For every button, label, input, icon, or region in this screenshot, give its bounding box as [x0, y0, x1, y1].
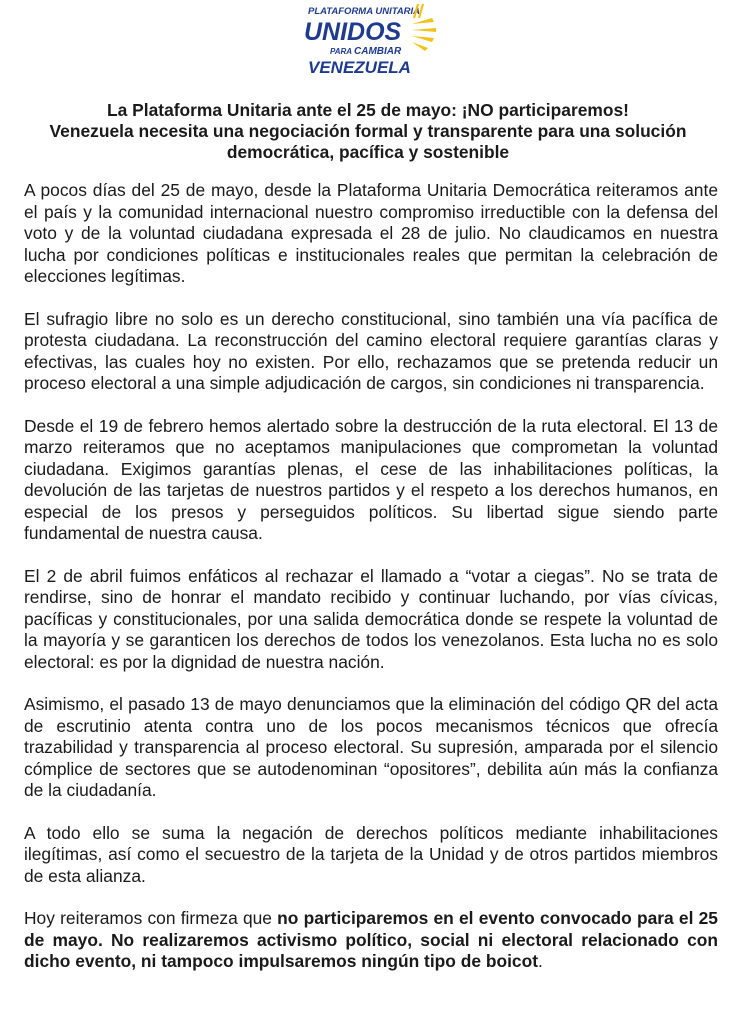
logo-graphic	[300, 2, 450, 78]
title-line-1: La Plataforma Unitaria ante el 25 de mayo: ¡NO participaremos!	[107, 100, 629, 120]
paragraph-1: A pocos días del 25 de mayo, desde la Plataforma Unitaria Democrática reiteramos ante el país y la comunidad internacional nuestro compromiso irreductible con la defensa del voto y de la voluntad ciudadana expresada el 28 de julio. No claudicamos en nuestra lucha por condiciones políticas e institucionales reales que permitan la celebración de elecciones legítimas.	[24, 180, 718, 286]
logo-para: PARA	[330, 47, 353, 56]
paragraph-2: El sufragio libre no solo es un derecho constitucional, sino también una vía pacífica de protesta ciudadana. La reconstrucción del camino electoral requiere garantías claras y efectivas, las cuales hoy no existen. Por ello, rechazamos que se pretenda reducir un proceso electoral a una simple adjudicación de cargos, sin condiciones ni transparencia.	[24, 308, 718, 393]
logo-sun-rays-icon	[412, 18, 436, 51]
paragraph-7-bold: no participaremos en el evento convocado para el 25 de mayo. No realizaremos activismo político, social ni electoral relacionado con dicho evento, ni tampoco impulsaremos ningún tipo de boicot	[24, 908, 718, 971]
paragraph-6: A todo ello se suma la negación de derechos políticos mediante inhabilitaciones ilegítimas, así como el secuestro de la tarjeta de la Unidad y de otros partidos miembros de esta alianza.	[24, 822, 718, 886]
paragraph-3: Desde el 19 de febrero hemos alertado sobre la destrucción de la ruta electoral. El 13 de marzo reiteramos que no aceptamos manipulaciones que comprometan la voluntad ciudadana. Exigimos garantías plenas, el cese de las inhabilitaciones políticas, la devolución de las tarjetas de nuestros partidos y el respeto a los derechos humanos, en especial de los presos y perseguidos políticos. Su libertad sigue siendo parte fundamental de nuestra causa.	[24, 415, 718, 543]
document-title	[20, 100, 716, 163]
paragraph-7-start: Hoy reiteramos con firmeza que	[24, 908, 278, 928]
logo-brand: UNIDOS	[304, 18, 402, 46]
paragraph-7-end: .	[538, 951, 543, 971]
logo-cambiar: CAMBIAR	[354, 46, 402, 57]
paragraph-4: El 2 de abril fuimos enfáticos al rechazar el llamado a “votar a ciegas”. No se trata de rendirse, sino de honrar el mandato recibido y continuar luchando, por vías cívicas, pacíficas y constitucionales, por una salida democrática donde se respete la voluntad de la mayoría y se garanticen los derechos de todos los venezolanos. Esta lucha no es solo electoral: es por la dignidad de nuestra nación.	[24, 565, 718, 672]
paragraph-7	[24, 908, 718, 973]
title-line-2: Venezuela necesita una negociación formal y transparente para una solución	[49, 121, 687, 141]
logo-top-text: PLATAFORMA UNITARIA	[308, 6, 421, 17]
paragraph-5: Asimismo, el pasado 13 de mayo denunciamos que la eliminación del código QR del acta de escrutinio atenta contra uno de los pocos mecanismos técnicos que ofrecía trazabilidad y transparencia al proceso electoral. Su supresión, amparada por el silencio cómplice de sectores que se autodenominan “opositores”, debilita aún más la confianza de la ciudadanía.	[24, 694, 718, 800]
logo-country: VENEZUELA	[308, 58, 411, 77]
logo-unidos-venezuela	[300, 2, 450, 78]
title-line-3: democrática, pacífica y sostenible	[226, 142, 510, 162]
document-body	[24, 180, 718, 973]
